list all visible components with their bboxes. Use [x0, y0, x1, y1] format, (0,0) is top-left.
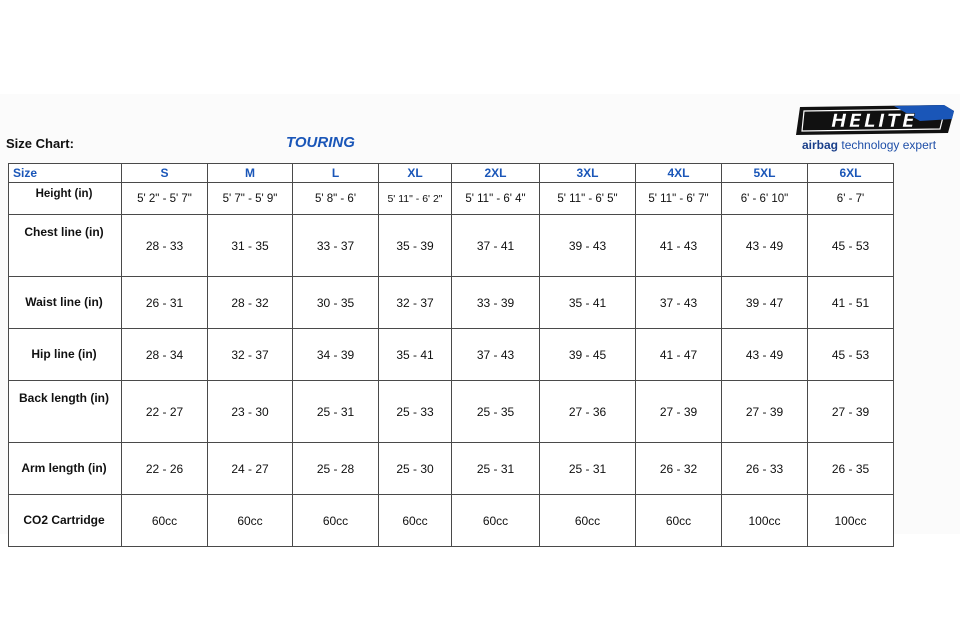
- table-row-arm-length: [9, 443, 894, 495]
- table-cell: 6' - 6' 10": [722, 183, 808, 215]
- bottom-margin: [0, 534, 960, 640]
- table-cell: 26 - 35: [808, 443, 894, 495]
- header-size-label: Size: [9, 164, 122, 183]
- table-cell: 60cc: [540, 495, 636, 547]
- table-cell: 28 - 33: [122, 215, 208, 277]
- table-cell: 23 - 30: [208, 381, 293, 443]
- row-label: Waist line (in): [9, 277, 122, 329]
- table-cell: 60cc: [122, 495, 208, 547]
- table-cell: 27 - 36: [540, 381, 636, 443]
- table-cell: 35 - 39: [379, 215, 452, 277]
- table-cell: 34 - 39: [293, 329, 379, 381]
- table-row-co2-cartridge: [9, 495, 894, 547]
- row-label: Arm length (in): [9, 443, 122, 495]
- row-label: CO2 Cartridge: [9, 495, 122, 547]
- table-cell: 45 - 53: [808, 215, 894, 277]
- table-cell: 60cc: [636, 495, 722, 547]
- table-cell: 60cc: [452, 495, 540, 547]
- table-cell: 32 - 37: [208, 329, 293, 381]
- size-header: 3XL: [540, 164, 636, 183]
- table-cell: 27 - 39: [636, 381, 722, 443]
- header-row: [9, 164, 894, 183]
- table-cell: 25 - 31: [540, 443, 636, 495]
- row-label: Back length (in): [9, 381, 122, 443]
- size-header: S: [122, 164, 208, 183]
- table-cell: 39 - 43: [540, 215, 636, 277]
- table-row-hip: [9, 329, 894, 381]
- table-cell: 39 - 45: [540, 329, 636, 381]
- table-cell: 33 - 37: [293, 215, 379, 277]
- table-cell: 27 - 39: [722, 381, 808, 443]
- table-cell: 37 - 43: [452, 329, 540, 381]
- tagline-airbag: airbag: [802, 138, 839, 152]
- table-cell: 37 - 41: [452, 215, 540, 277]
- table-cell: 22 - 27: [122, 381, 208, 443]
- size-header: 2XL: [452, 164, 540, 183]
- table-row-waist: [9, 277, 894, 329]
- table-cell: 5' 7" - 5' 9": [208, 183, 293, 215]
- row-label: Hip line (in): [9, 329, 122, 381]
- table-cell: 22 - 26: [122, 443, 208, 495]
- top-margin: [0, 0, 960, 94]
- table-cell: 33 - 39: [452, 277, 540, 329]
- table-cell: 24 - 27: [208, 443, 293, 495]
- size-header: 4XL: [636, 164, 722, 183]
- table-cell: 60cc: [293, 495, 379, 547]
- table-cell: 30 - 35: [293, 277, 379, 329]
- table-cell: 41 - 43: [636, 215, 722, 277]
- table-cell: 100cc: [722, 495, 808, 547]
- table-cell: 25 - 30: [379, 443, 452, 495]
- table-cell: 25 - 31: [293, 381, 379, 443]
- size-table: [8, 163, 894, 547]
- table-cell: 26 - 32: [636, 443, 722, 495]
- size-header: XL: [379, 164, 452, 183]
- table-cell: 5' 11" - 6' 4": [452, 183, 540, 215]
- tagline-rest: technology expert: [841, 138, 937, 152]
- table-cell: 6' - 7': [808, 183, 894, 215]
- table-cell: 60cc: [208, 495, 293, 547]
- table-cell: 5' 11" - 6' 5": [540, 183, 636, 215]
- table-cell: 5' 11" - 6' 2": [379, 183, 452, 215]
- table-row-back-length: [9, 381, 894, 443]
- table-cell: 60cc: [379, 495, 452, 547]
- table-cell: 39 - 47: [722, 277, 808, 329]
- table-cell: 25 - 31: [452, 443, 540, 495]
- table-cell: 41 - 51: [808, 277, 894, 329]
- size-chart-label: Size Chart:: [6, 136, 74, 151]
- table-cell: 26 - 31: [122, 277, 208, 329]
- category-title: TOURING: [286, 134, 355, 151]
- size-header: 5XL: [722, 164, 808, 183]
- logo-tagline: [802, 138, 936, 152]
- table-cell: 45 - 53: [808, 329, 894, 381]
- row-label: Height (in): [9, 183, 122, 215]
- table-cell: 28 - 34: [122, 329, 208, 381]
- table-cell: 100cc: [808, 495, 894, 547]
- table-cell: 43 - 49: [722, 215, 808, 277]
- table-cell: 37 - 43: [636, 277, 722, 329]
- row-label: Chest line (in): [9, 215, 122, 277]
- size-header: L: [293, 164, 379, 183]
- table-cell: 32 - 37: [379, 277, 452, 329]
- table-cell: 27 - 39: [808, 381, 894, 443]
- table-cell: 5' 2" - 5' 7": [122, 183, 208, 215]
- logo-text: HELITE: [831, 110, 917, 132]
- table-cell: 35 - 41: [379, 329, 452, 381]
- table-row-chest: [9, 215, 894, 277]
- table-cell: 25 - 33: [379, 381, 452, 443]
- size-header: 6XL: [808, 164, 894, 183]
- table-cell: 25 - 35: [452, 381, 540, 443]
- table-cell: 43 - 49: [722, 329, 808, 381]
- table-cell: 31 - 35: [208, 215, 293, 277]
- table-cell: 25 - 28: [293, 443, 379, 495]
- table-cell: 28 - 32: [208, 277, 293, 329]
- table-row-height: [9, 183, 894, 215]
- size-header: M: [208, 164, 293, 183]
- table-cell: 26 - 33: [722, 443, 808, 495]
- table-cell: 41 - 47: [636, 329, 722, 381]
- table-cell: 5' 11" - 6' 7": [636, 183, 722, 215]
- table-cell: 5' 8" - 6': [293, 183, 379, 215]
- table-cell: 35 - 41: [540, 277, 636, 329]
